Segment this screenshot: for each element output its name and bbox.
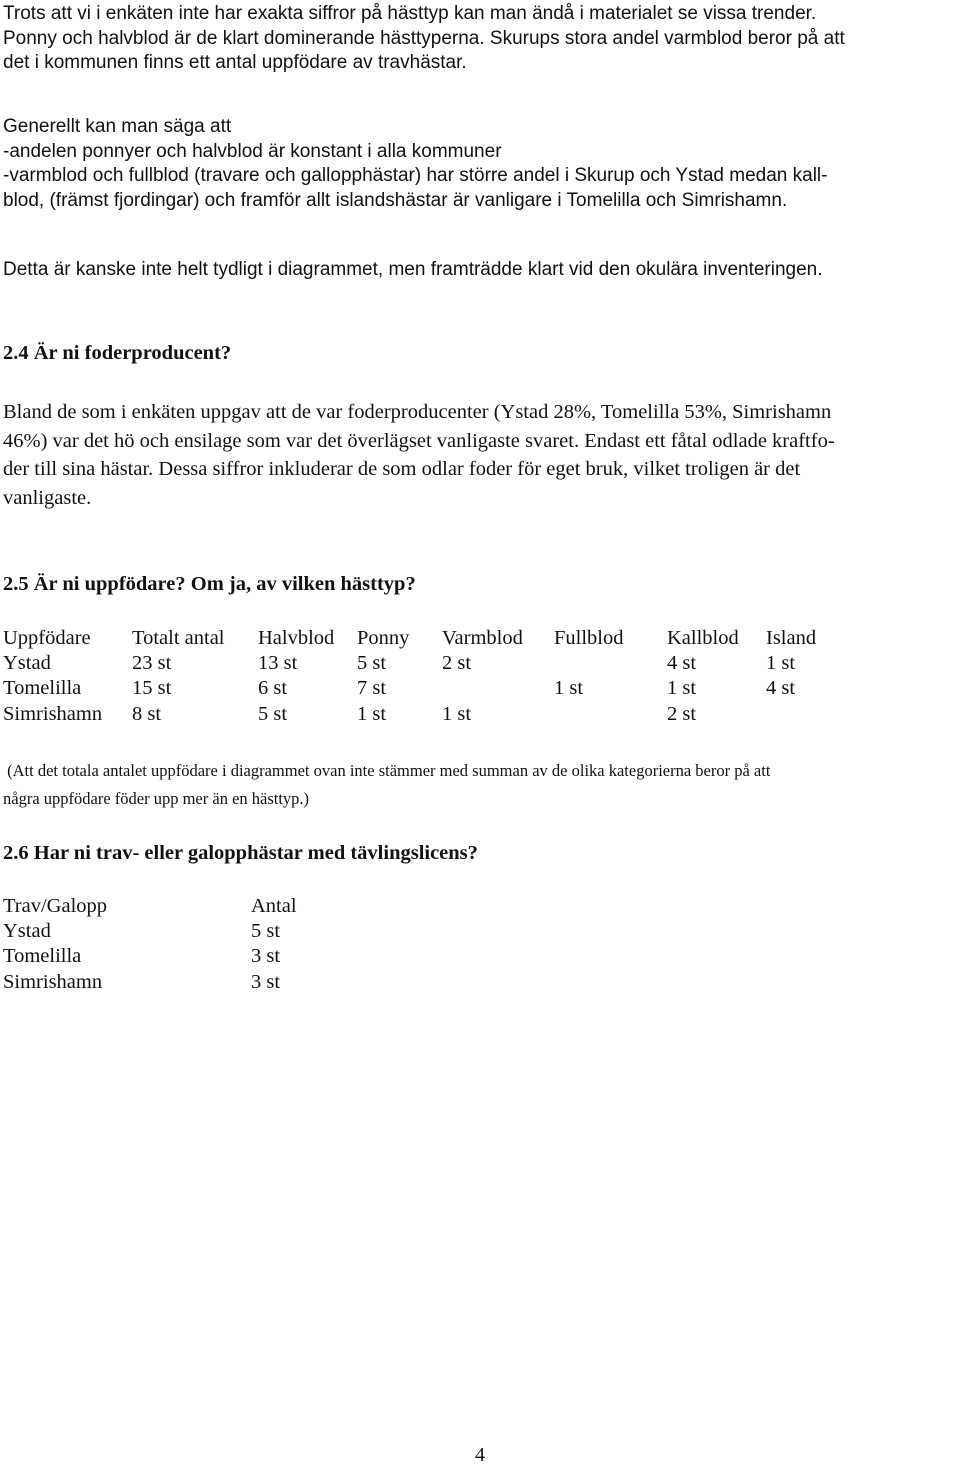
table-row	[3, 919, 351, 944]
column-header: Fullblod	[554, 627, 624, 649]
column-header: Island	[766, 627, 817, 649]
table-cell: 6 st	[258, 677, 288, 700]
table-cell: Ystad	[3, 652, 51, 675]
table-cell: Tomelilla	[3, 677, 82, 700]
page-number: 4	[475, 1444, 485, 1466]
section-2-4-line: 46%) var det hö och ensilage som var det överlägset vanligaste svaret. Endast ett fåtal odlade kraftfo-	[3, 429, 835, 452]
breeders-table-note	[3, 757, 953, 813]
table-cell: 8 st	[132, 702, 162, 725]
table-cell: 5 st	[258, 702, 288, 725]
section-heading-2-5: 2.5 Är ni uppfödare? Om ja, av vilken hästtyp?	[3, 573, 416, 595]
trends-line: blod, (främst fjordingar) och framför allt islandshästar är vanligare i Tomelilla och Simrishamn.	[3, 189, 788, 211]
table-cell: 13 st	[258, 652, 298, 675]
trends-line: Generellt kan man säga att	[3, 116, 232, 137]
table-row	[3, 944, 351, 969]
table-row	[3, 702, 846, 727]
table-cell: 15 st	[132, 677, 172, 700]
table-cell: 4 st	[667, 652, 697, 675]
table-row	[3, 651, 846, 676]
table-cell: 1 st	[357, 702, 387, 725]
intro-line: Trots att vi i enkäten inte har exakta siffror på hästtyp kan man ändå i materialet se vissa trender.	[3, 3, 817, 24]
column-header: Varmblod	[442, 627, 523, 649]
column-header: Kallblod	[667, 627, 739, 649]
intro-line: det i kommunen finns ett antal uppfödare av travhästar.	[3, 52, 467, 73]
column-header: Uppfödare	[3, 627, 91, 649]
breeders-table	[3, 626, 846, 727]
license-table	[3, 894, 351, 995]
trends-line: -andelen ponnyer och halvblod är konstant i alla kommuner	[3, 140, 502, 162]
table-row	[3, 676, 846, 701]
intro-line: Ponny och halvblod är de klart dominerande hästtyperna. Skurups stora andel varmblod beror på att	[3, 27, 845, 49]
license-table-header	[3, 894, 351, 919]
trends-line: -varmblod och fullblod (travare och gallopphästar) har större andel i Skurup och Ystad medan kall-	[3, 165, 828, 186]
table-cell: 3 st	[251, 970, 281, 993]
table-cell: 2 st	[442, 652, 472, 675]
table-cell: Simrishamn	[3, 970, 103, 993]
table-cell: 1 st	[554, 677, 584, 700]
table-cell: 23 st	[132, 652, 172, 675]
column-header: Trav/Galopp	[3, 895, 108, 917]
table-cell: 4 st	[766, 677, 796, 700]
table-cell: 2 st	[667, 702, 697, 725]
breeders-table-header	[3, 626, 846, 651]
note-line: (Att det totala antalet uppfödare i diagrammet ovan inte stämmer med summan av de olika kategorierna beror på att	[3, 761, 771, 780]
section-2-4-paragraph	[3, 398, 957, 512]
table-cell: Tomelilla	[3, 945, 82, 968]
section-2-4-line: der till sina hästar. Dessa siffror inkluderar de som odlar foder för eget bruk, vilket troligen är det	[3, 458, 801, 480]
table-cell: 1 st	[442, 702, 472, 725]
table-cell: 7 st	[357, 677, 387, 700]
section-heading-2-6: 2.6 Har ni trav- eller galopphästar med tävlingslicens?	[3, 842, 478, 864]
trends-paragraph	[3, 115, 957, 213]
table-cell: 3 st	[251, 945, 281, 968]
section-2-4-line: Bland de som i enkäten uppgav att de var foderproducenter (Ystad 28%, Tomelilla 53%, Simrishamn	[3, 401, 832, 423]
table-cell: Ystad	[3, 920, 51, 943]
table-cell: 5 st	[251, 920, 281, 943]
table-cell: 1 st	[667, 677, 697, 700]
intro-paragraph	[3, 2, 957, 76]
table-row	[3, 970, 351, 995]
table-cell: 1 st	[766, 652, 796, 675]
note-line: några uppfödare föder upp mer än en hästtyp.)	[3, 789, 310, 808]
column-header: Ponny	[357, 627, 410, 649]
column-header: Totalt antal	[132, 627, 225, 649]
table-cell	[442, 676, 554, 701]
clarification-paragraph: Detta är kanske inte helt tydligt i diagrammet, men framträdde klart vid den okulära inventeringen.	[3, 259, 823, 280]
table-cell	[766, 702, 846, 727]
section-2-4-line: vanligaste.	[3, 486, 92, 509]
table-cell	[554, 651, 667, 676]
column-header: Halvblod	[258, 627, 335, 649]
table-cell: Simrishamn	[3, 702, 103, 725]
section-heading-2-4: 2.4 Är ni foderproducent?	[3, 342, 232, 364]
column-header: Antal	[251, 895, 297, 917]
table-cell: 5 st	[357, 652, 387, 675]
table-cell	[554, 702, 667, 727]
